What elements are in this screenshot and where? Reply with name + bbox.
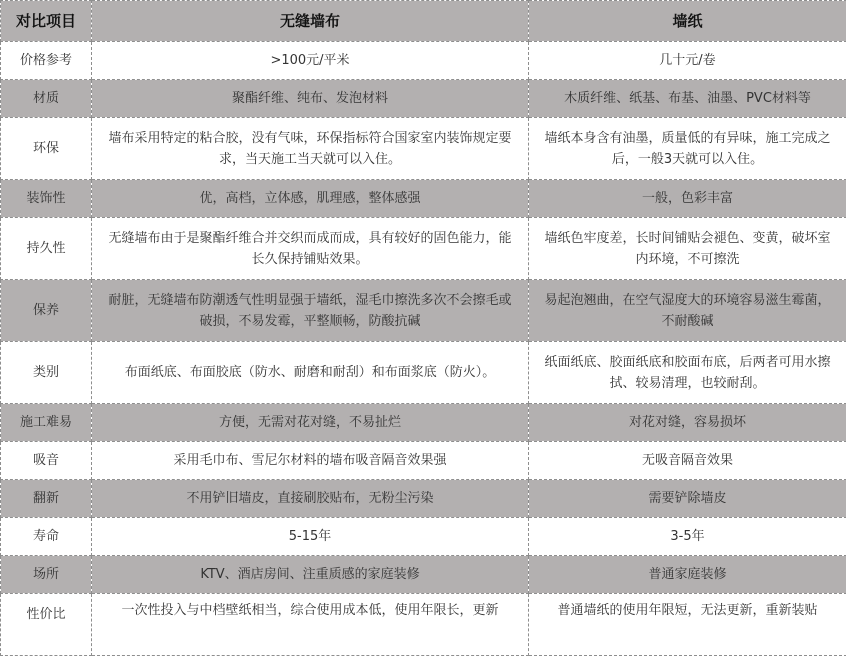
row-item: 材质 [1, 80, 92, 118]
row-cloth: >100元/平米 [92, 42, 529, 80]
table-row [1, 342, 846, 404]
table-row [1, 218, 846, 280]
table-row [1, 518, 846, 556]
header-row [1, 1, 846, 42]
row-item: 翻新 [1, 480, 92, 518]
row-item: 性价比 [1, 594, 92, 656]
row-cloth: 无缝墙布由于是聚酯纤维合并交织而成而成，具有较好的固色能力，能长久保持铺贴效果。 [92, 218, 529, 280]
row-cloth: 布面纸底、布面胶底（防水、耐磨和耐刮）和布面浆底（防火）。 [92, 342, 529, 404]
row-cloth: 优，高档，立体感，肌理感，整体感强 [92, 180, 529, 218]
row-item: 施工难易 [1, 404, 92, 442]
table-row [1, 594, 846, 656]
row-paper: 几十元/卷 [529, 42, 846, 80]
row-paper: 易起泡翘曲，在空气湿度大的环境容易滋生霉菌，不耐酸碱 [529, 280, 846, 342]
header-wallpaper: 墙纸 [529, 1, 846, 42]
table-row [1, 80, 846, 118]
row-paper: 对花对缝，容易损坏 [529, 404, 846, 442]
row-paper: 墙纸色牢度差，长时间铺贴会褪色、变黄，破坏室内环境，不可擦洗 [529, 218, 846, 280]
row-item: 吸音 [1, 442, 92, 480]
row-cloth: 耐脏，无缝墙布防潮透气性明显强于墙纸，湿毛巾擦洗多次不会擦毛或破损，不易发霉，平整顺畅，防酸抗碱 [92, 280, 529, 342]
row-cloth: 采用毛巾布、雪尼尔材料的墙布吸音隔音效果强 [92, 442, 529, 480]
row-paper: 墙纸本身含有油墨，质量低的有异味，施工完成之后，一般3天就可以入住。 [529, 118, 846, 180]
table-row [1, 404, 846, 442]
row-paper: 无吸音隔音效果 [529, 442, 846, 480]
table-row [1, 280, 846, 342]
table-row [1, 442, 846, 480]
row-item: 价格参考 [1, 42, 92, 80]
row-paper: 普通墙纸的使用年限短，无法更新，重新装贴 [529, 594, 846, 656]
row-item: 装饰性 [1, 180, 92, 218]
header-item: 对比项目 [1, 1, 92, 42]
row-paper: 一般，色彩丰富 [529, 180, 846, 218]
table-row [1, 480, 846, 518]
row-cloth: 5-15年 [92, 518, 529, 556]
table-row [1, 180, 846, 218]
table-row [1, 556, 846, 594]
row-cloth: 一次性投入与中档壁纸相当，综合使用成本低，使用年限长，更新 [92, 594, 529, 656]
row-paper: 普通家庭装修 [529, 556, 846, 594]
row-item: 保养 [1, 280, 92, 342]
row-item: 类别 [1, 342, 92, 404]
row-item: 环保 [1, 118, 92, 180]
row-item: 场所 [1, 556, 92, 594]
row-item: 持久性 [1, 218, 92, 280]
header-seamless-cloth: 无缝墙布 [92, 1, 529, 42]
table-row [1, 118, 846, 180]
table-row [1, 42, 846, 80]
row-cloth: 不用铲旧墙皮，直接刷胶贴布，无粉尘污染 [92, 480, 529, 518]
row-paper: 纸面纸底、胶面纸底和胶面布底，后两者可用水擦拭、较易清理，也较耐刮。 [529, 342, 846, 404]
row-cloth: 方便，无需对花对缝，不易扯烂 [92, 404, 529, 442]
row-paper: 需要铲除墙皮 [529, 480, 846, 518]
row-cloth: KTV、酒店房间、注重质感的家庭装修 [92, 556, 529, 594]
row-paper: 木质纤维、纸基、布基、油墨、PVC材料等 [529, 80, 846, 118]
row-item: 寿命 [1, 518, 92, 556]
row-paper: 3-5年 [529, 518, 846, 556]
row-cloth: 墙布采用特定的粘合胶，没有气味，环保指标符合国家室内装饰规定要求，当天施工当天就可以入住。 [92, 118, 529, 180]
row-cloth: 聚酯纤维、纯布、发泡材料 [92, 80, 529, 118]
